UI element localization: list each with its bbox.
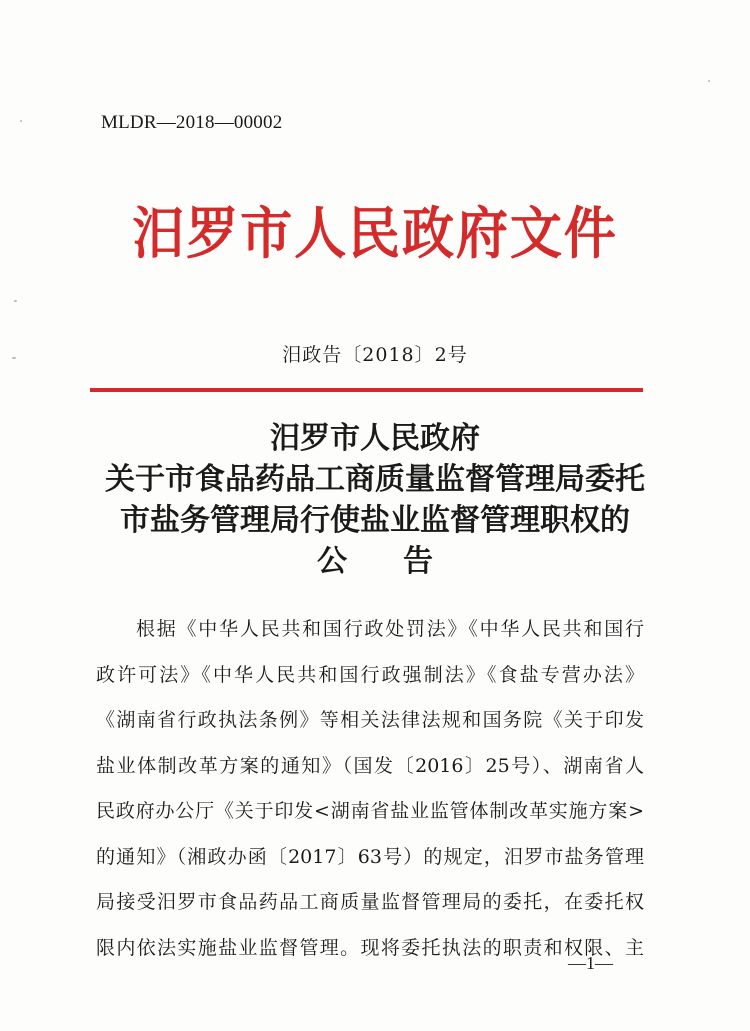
notice-title-line-3: 市盐务管理局行使盐业监督管理职权的 bbox=[120, 503, 630, 538]
body-line: 的通知》（湘政办函〔2017〕63号）的规定，汨罗市盐务管理 bbox=[96, 845, 644, 868]
issue-number: 汨政告〔2018〕2号 bbox=[282, 344, 468, 366]
body-line: 局接受汨罗市食品药品工商质量监督管理局的委托，在委托权 bbox=[96, 891, 644, 913]
notice-title-line-2: 关于市食品药品工商质量监督管理局委托 bbox=[105, 462, 645, 497]
scan-speck bbox=[20, 120, 22, 122]
body-line: 政许可法》《中华人民共和国行政强制法》《食盐专营办法》 bbox=[96, 663, 644, 686]
document-number: MLDR—2018—00002 bbox=[101, 112, 283, 133]
body-line: 《湖南省行政执法条例》等相关法律法规和国务院《关于印发 bbox=[96, 709, 644, 731]
body-paragraph bbox=[96, 607, 644, 971]
government-document-header: 汨罗市人民政府文件 bbox=[132, 201, 618, 267]
page-number: —1— bbox=[568, 953, 613, 973]
body-line: 根据《中华人民共和国行政处罚法》《中华人民共和国行 bbox=[136, 618, 644, 640]
notice-title-line-1: 汨罗市人民政府 bbox=[270, 421, 480, 456]
notice-title bbox=[0, 418, 750, 582]
body-line: 盐业体制改革方案的通知》（国发〔2016〕25号）、湖南省人 bbox=[96, 754, 644, 777]
body-line: 民政府办公厅《关于印发<湖南省盐业监管体制改革实施方案> bbox=[96, 800, 644, 822]
scan-speck bbox=[708, 80, 710, 82]
scan-speck bbox=[12, 357, 16, 359]
scan-speck bbox=[14, 300, 17, 302]
notice-title-line-4: 公告 bbox=[317, 544, 489, 579]
red-separator-line bbox=[90, 388, 643, 392]
body-line: 限内依法实施盐业监督管理。现将委托执法的职责和权限、主 bbox=[96, 936, 644, 959]
